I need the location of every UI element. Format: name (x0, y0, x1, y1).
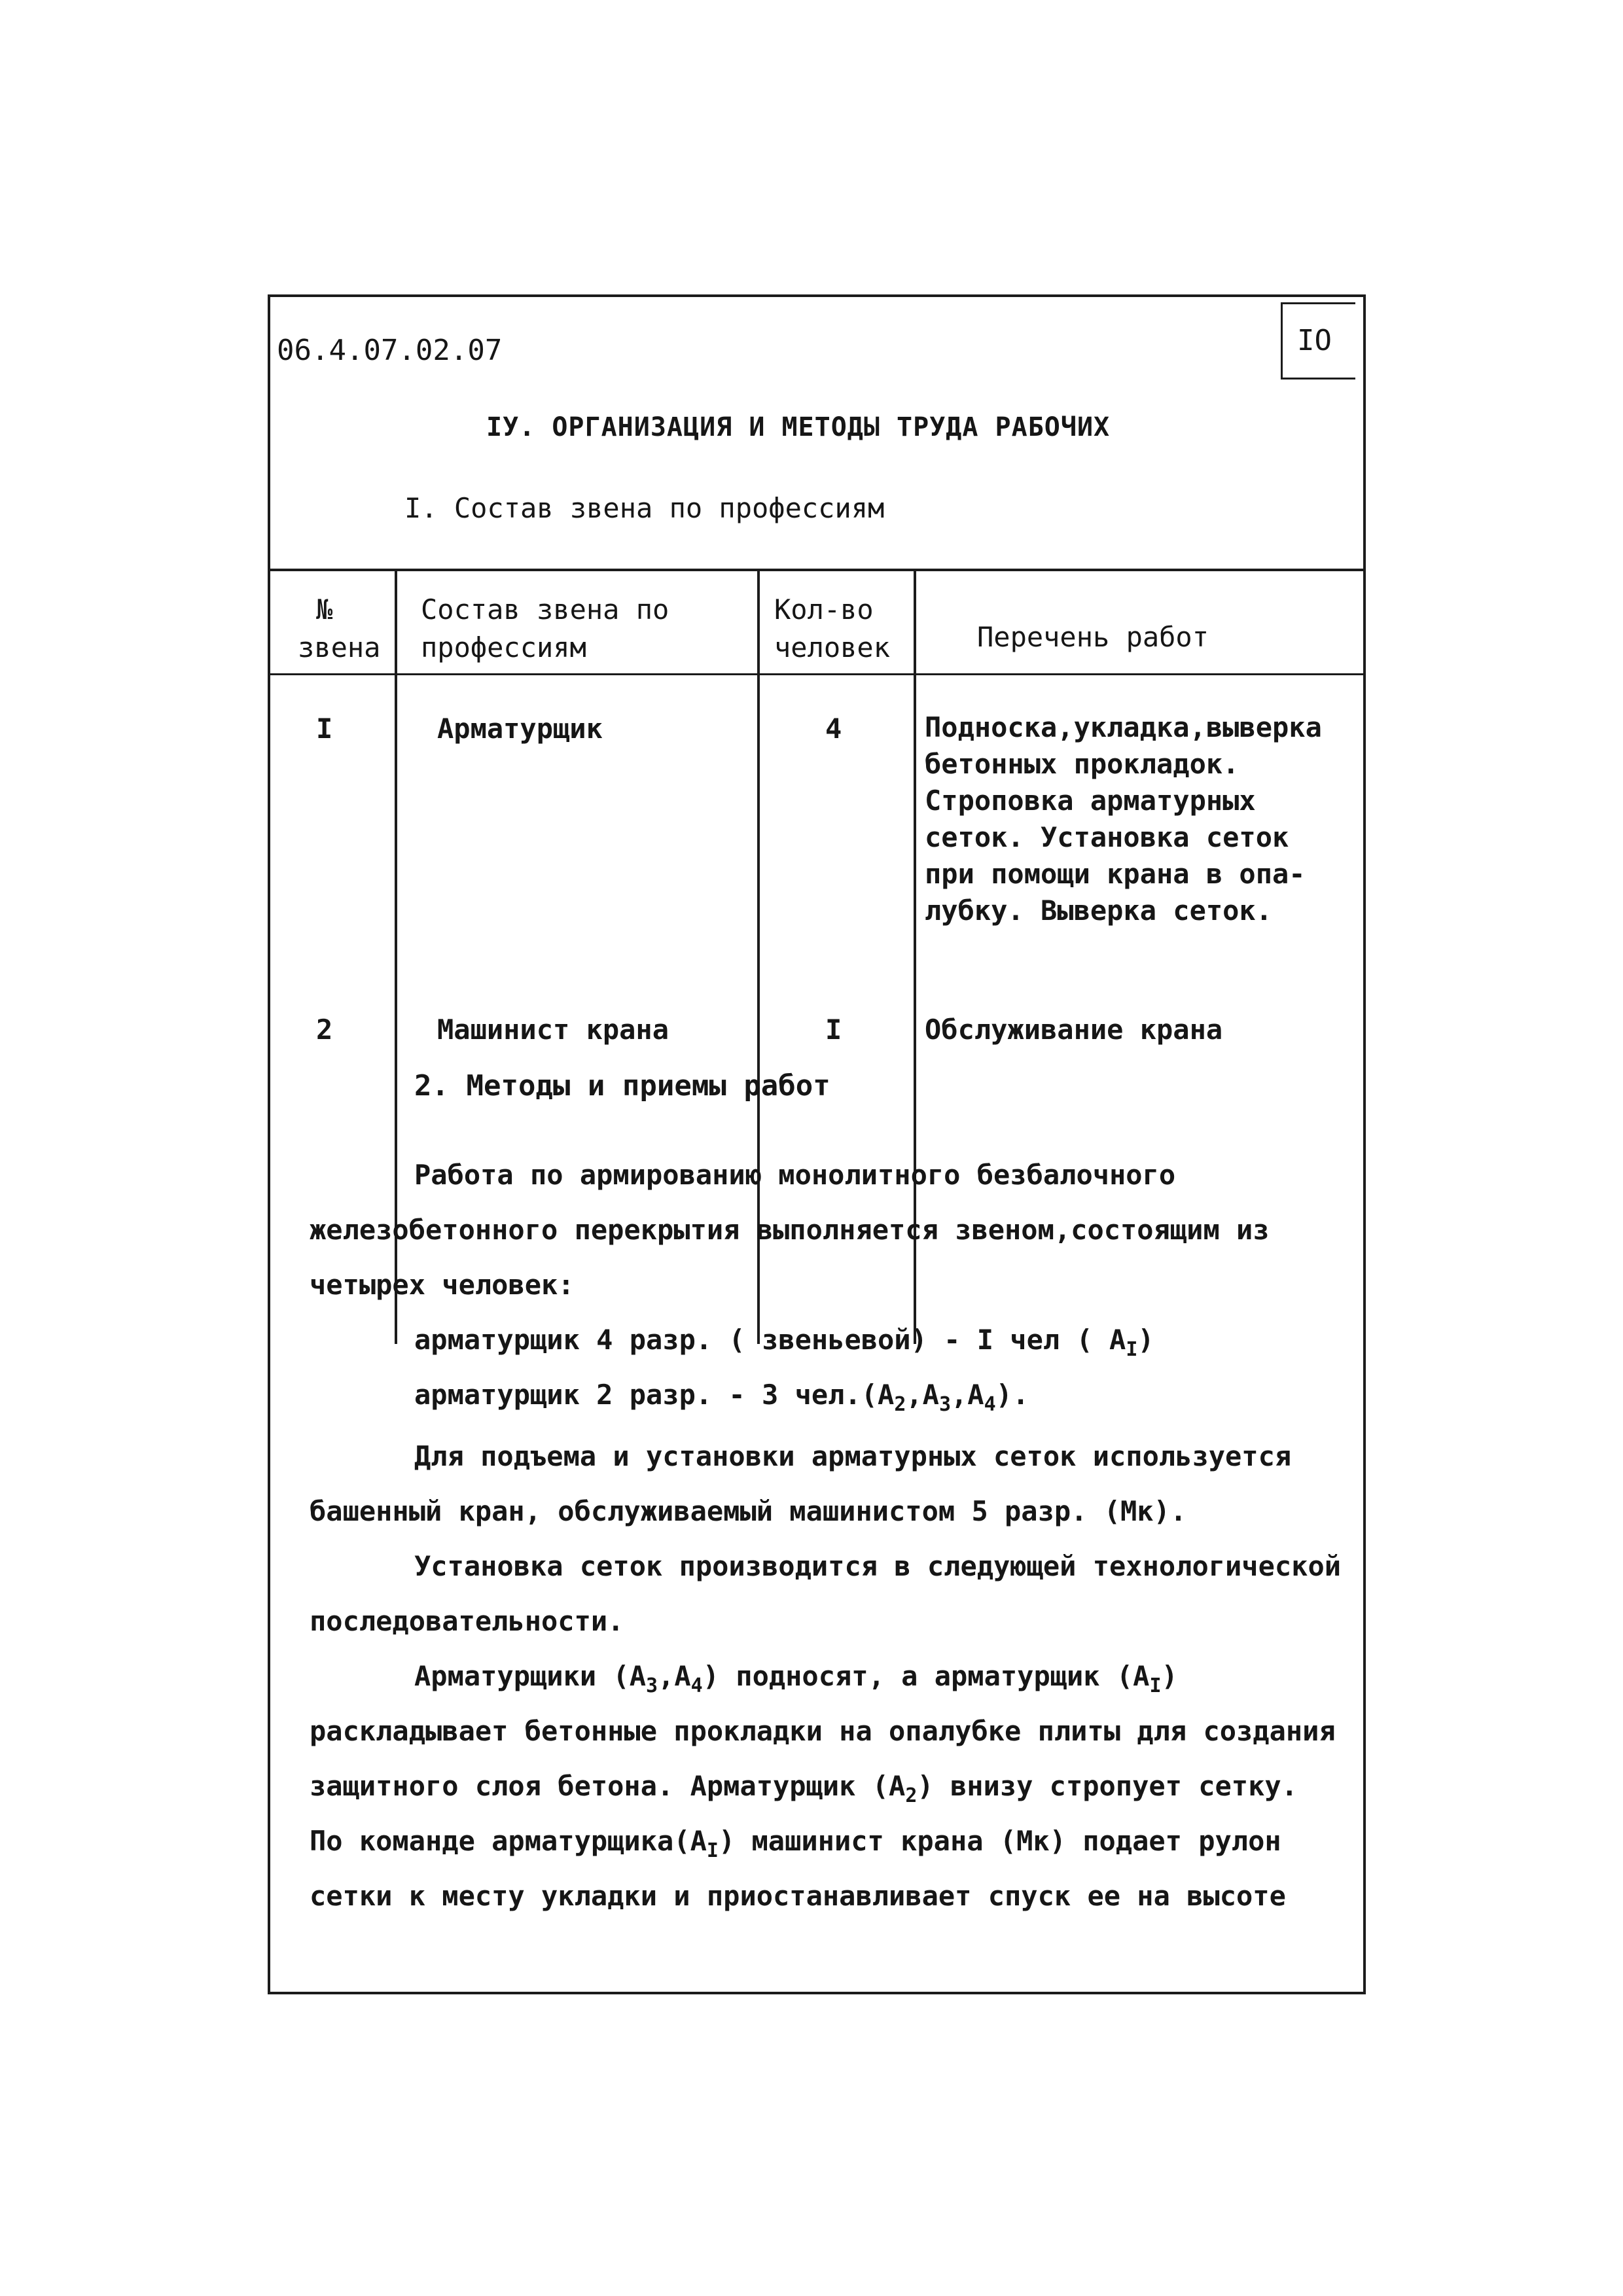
document-frame (268, 294, 1366, 1994)
page-number: IO (1297, 324, 1332, 357)
header-number-l1: № (316, 593, 333, 626)
paragraph-procedure: Арматурщики $(A_3,A_4)$ подносят, а арматурщик $(A_I)$ раскладывает бетонные прокладки на опалубке плиты для создания защитного слоя бетона. Арматурщик $(A_2)$ внизу стропует сетку. По команде $арматурщика(A_I)$ машинист крана (Мк) подает рулон сетки к месту укладки и приостанавливает спуск ее на высоте (310, 1660, 1336, 1912)
crew-line-workers: арматурщик 2 разр. - 3 $чел.(A_2,A_3,A_4)$. (414, 1379, 1029, 1416)
row-2-count: I (825, 1014, 842, 1046)
row-2-profession: Машинист крана (437, 1014, 669, 1046)
row-1-works-line: сеток. Установка сеток (925, 821, 1289, 853)
crew-line-foreman: арматурщик 4 разр. ( звеньевой) - I чел ( $A_I$) (414, 1324, 1154, 1361)
row-1-number: I (316, 713, 333, 745)
document-code: 06.4.07.02.07 (277, 334, 503, 367)
row-1-works (925, 709, 1357, 929)
table-header-rule (270, 673, 1363, 675)
row-2-number: 2 (316, 1014, 333, 1046)
paragraph-crew-intro: Работа по армированию монолитного безбалочного железобетонного перекрытия выполняется звеном,состоящим из четырех человек: (310, 1159, 1270, 1301)
row-1-works-line: Строповка арматурных (925, 785, 1256, 817)
row-1-works-line: бетонных прокладок. (925, 748, 1240, 780)
header-composition-l1: Состав звена по (421, 593, 669, 626)
methods-body (310, 1148, 1344, 1924)
methods-title: 2. Методы и приемы работ (414, 1069, 830, 1103)
row-1-works-line: Подноска,укладка,выверка (925, 711, 1322, 743)
row-1-works-line: при помощи крана в опа- (925, 858, 1306, 890)
section-subtitle: I. Состав звена по профессиям (404, 492, 885, 524)
section-title: IУ. ОРГАНИЗАЦИЯ И МЕТОДЫ ТРУДА РАБОЧИХ (486, 412, 1111, 442)
paragraph-sequence: Установка сеток производится в следующей технологической последовательности. (310, 1550, 1342, 1637)
header-number-l2: звена (298, 631, 381, 663)
row-1-works-line: лубку. Выверка сеток. (925, 894, 1273, 927)
table-top-rule (270, 569, 1363, 571)
row-2-works: Обслуживание крана (925, 1014, 1223, 1046)
paragraph-crane: Для подъема и установки арматурных сеток используется башенный кран, обслуживаемый машинистом 5 разр. (Мк). (310, 1440, 1292, 1527)
header-composition-l2: профессиям (421, 631, 586, 663)
header-count-l1: Кол-во (774, 593, 874, 626)
header-count-l2: человек (774, 631, 891, 663)
row-1-profession: Арматурщик (437, 713, 603, 745)
header-works: Перечень работ (977, 621, 1209, 653)
row-1-count: 4 (825, 713, 842, 745)
page-number-box (1281, 302, 1355, 380)
